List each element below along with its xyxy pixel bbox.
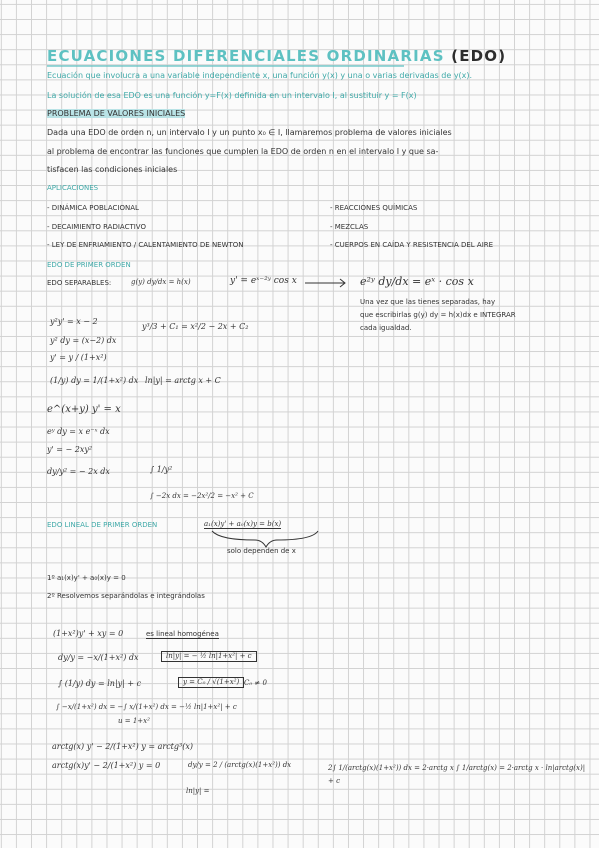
pvi-line-3: tisfacen las condiciones iniciales (47, 165, 178, 174)
separable-form: g(y) dy/dx = h(x) (131, 278, 191, 286)
linear-step-2: 2º Resolvemos separándolas e integrándolas (47, 592, 205, 600)
separable-note-3: cada igualdad. (360, 324, 412, 332)
ex3-box-2-condition: C₀ ≠ 0 (244, 679, 267, 687)
application-left-1: - DINÁMICA POBLACIONAL (47, 204, 139, 212)
applications-heading: APLICACIONES (47, 184, 99, 192)
ex3-box-2: y = C₀ / √(1+x²) (178, 677, 244, 688)
ex2-line-4: dy/y² = − 2x dx (47, 467, 110, 476)
separable-example-result: e²ʸ dy/dx = eˣ · cos x (360, 275, 474, 288)
ex2-result-2: ∫ −2x dx = −2x²/2 = −x² + C (150, 492, 254, 500)
pvi-line-1: Dada una EDO de orden n, un intervalo I y un punto x₀ ∈ I, llamaremos problema de valores iniciales (47, 128, 452, 137)
application-left-2: - DECAIMIENTO RADIACTIVO (47, 223, 146, 231)
ex3-line-3: ∫ (1/y) dy = ln|y| + c (58, 679, 142, 688)
ex3-substitution: u = 1+x² (118, 717, 150, 725)
ex1-line-4: (1/y) dy = 1/(1+x²) dx (50, 376, 139, 385)
ex1-line-1: y²y' = x − 2 (50, 317, 98, 326)
ex3-line-4: ∫ −x/(1+x²) dx = −∫ x/(1+x²) dx = −½ ln|1+x²| + c (56, 703, 237, 711)
brace-icon (212, 531, 318, 547)
pvi-heading-text: PROBLEMA DE VALORES INICIALES (47, 109, 186, 118)
separable-note-1: Una vez que las tienes separadas, hay (360, 298, 496, 306)
ex4-line-2: arctg(x)y' − 2/(1+x²) y = 0 (52, 761, 161, 770)
linear-form-text: a₁(x)y' + a₀(x)y = b(x) (204, 520, 282, 528)
title-tag: (EDO) (451, 47, 507, 65)
linear-step-1: 1º a₁(x)y' + a₀(x)y = 0 (47, 574, 126, 582)
pvi-line-2: al problema de encontrar las funciones que cumplen la EDO de orden n en el intervalo I y que sa- (47, 147, 439, 156)
linear-heading: EDO LINEAL DE PRIMER ORDEN (47, 521, 158, 529)
arrow-right-icon (305, 279, 345, 287)
application-right-3: - CUERPOS EN CAÍDA Y RESISTENCIA DEL AIRE (330, 241, 494, 249)
separable-example: y' = eˣ⁻²ʸ cos x (230, 276, 297, 286)
ex2-line-3: y' = − 2xy² (47, 445, 93, 454)
ex1-line-2: y² dy = (x−2) dx (50, 336, 117, 345)
application-right-2: - MEZCLAS (330, 223, 369, 231)
application-right-1: - REACCIONES QUÍMICAS (330, 204, 418, 212)
linear-brace-note: solo dependen de x (227, 547, 296, 555)
separable-label: EDO SEPARABLES: (47, 279, 112, 287)
ex4-middle-2: ln|y| = (186, 787, 210, 795)
first-order-heading: EDO DE PRIMER ORDEN (47, 261, 131, 269)
ex3-line-1: (1+x²)y' + xy = 0 (53, 629, 124, 638)
ex4-right: 2∫ 1/(arctg(x)(1+x²)) dx = 2·arctg x ∫ 1/arctg(x) = 2·arctg x · ln|arctg(x)| + c (328, 764, 586, 785)
ex1-result-1: y³/3 + C₁ = x²/2 − 2x + C₂ (142, 322, 249, 331)
ex2-line-2: eʸ dy = x e⁻ˣ dx (47, 427, 110, 436)
ex4-line-1: arctg(x) y' − 2/(1+x²) y = arctg³(x) (52, 742, 193, 751)
separable-note-2: que escribirlas g(y) dy = h(x)dx e INTEGRAR (360, 311, 516, 319)
ex4-middle: dy/y = 2 / (arctg(x)(1+x²)) dx (188, 761, 292, 769)
intro-line-1: Ecuación que involucra a una variable independiente x, una función y(x) y una o varias derivadas de y(x). (47, 71, 473, 80)
ex3-box-1: ln|y| = − ½ ln|1+x²| + c (161, 651, 257, 662)
ex3-line-2: dy/y = −x/(1+x²) dx (58, 653, 139, 662)
ex2-line-1: e^(x+y) y' = x (47, 404, 121, 415)
title-main: ECUACIONES DIFERENCIALES ORDINARIAS (47, 47, 445, 65)
ex2-result-1: ∫ 1/y² (150, 465, 173, 474)
application-left-3: - LEY DE ENFRIAMIENTO / CALENTAMIENTO DE NEWTON (47, 241, 244, 249)
ex1-result-2: ln|y| = arctg x + C (145, 376, 221, 385)
ex3-tag-text: es lineal homogénea (146, 630, 219, 638)
ex1-line-3: y' = y / (1+x²) (50, 353, 107, 362)
intro-line-2: La solución de esa EDO es una función y=F(x) definida en un intervalo I, al sustituir y = F(x) (47, 91, 417, 100)
